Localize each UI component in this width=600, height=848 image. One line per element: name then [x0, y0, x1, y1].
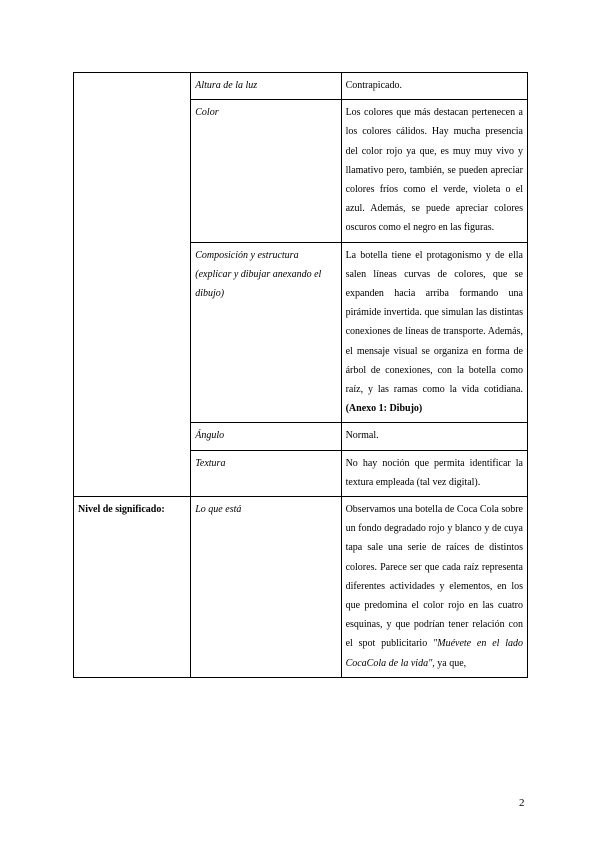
aspect-cell: Ángulo [191, 423, 341, 450]
aspect-cell: Composición y estructura (explicar y dibujar anexando el dibujo) [191, 242, 341, 423]
description-text: La botella tiene el protagonismo y de ella salen líneas curvas de colores, que se expanden hacia arriba formando una pirámide invertida. que simulan las distintas conexiones de líneas de transporte. Además, el mensaje visual se organiza en forma de árbol de conexiones, con la botella como raíz, y las ramas como la vida cotidiana. [345, 249, 523, 396]
aspect-cell: Color [191, 100, 341, 242]
description-cell [341, 242, 527, 423]
description-cell: No hay noción que permita identificar la textura empleada (tal vez digital). [341, 450, 527, 496]
level-cell-empty [74, 73, 191, 497]
table-row [74, 73, 528, 100]
page-number: 2 [519, 797, 525, 809]
description-cell: Contrapicado. [341, 73, 527, 100]
table-row [74, 497, 528, 678]
level-cell: Nivel de significado: [74, 497, 191, 678]
analysis-table [73, 72, 528, 678]
aspect-cell: Textura [191, 450, 341, 496]
aspect-cell: Altura de la luz [191, 73, 341, 100]
description-cell [341, 497, 527, 678]
description-cell: Los colores que más destacan pertenecen a los colores cálidos. Hay mucha presencia del color rojo ya que, es muy muy vivo y llamativo pero, también, se pueden apreciar colores fríos como el verde, violeta o el azul. Además, se puede apreciar colores oscuros como el negro en las figuras. [341, 100, 527, 242]
description-text: Observamos una botella de Coca Cola sobre un fondo degradado rojo y blanco y de cuya tapa sale una serie de raíces de distintos colores. Parece ser que cada raíz representa diferentes actividades y elementos, en los que predomina el color rojo en las cuatro esquinas, y que podrían tener relación con el spot publicitario [345, 504, 523, 650]
annex-reference: (Anexo 1: Dibujo) [345, 403, 423, 415]
spot-quote: "Muévete en el lado CocaCola de la vida" [345, 638, 524, 669]
aspect-cell: Lo que está [191, 497, 341, 678]
description-tail: , ya que, [432, 657, 467, 669]
description-cell: Normal. [341, 423, 527, 450]
